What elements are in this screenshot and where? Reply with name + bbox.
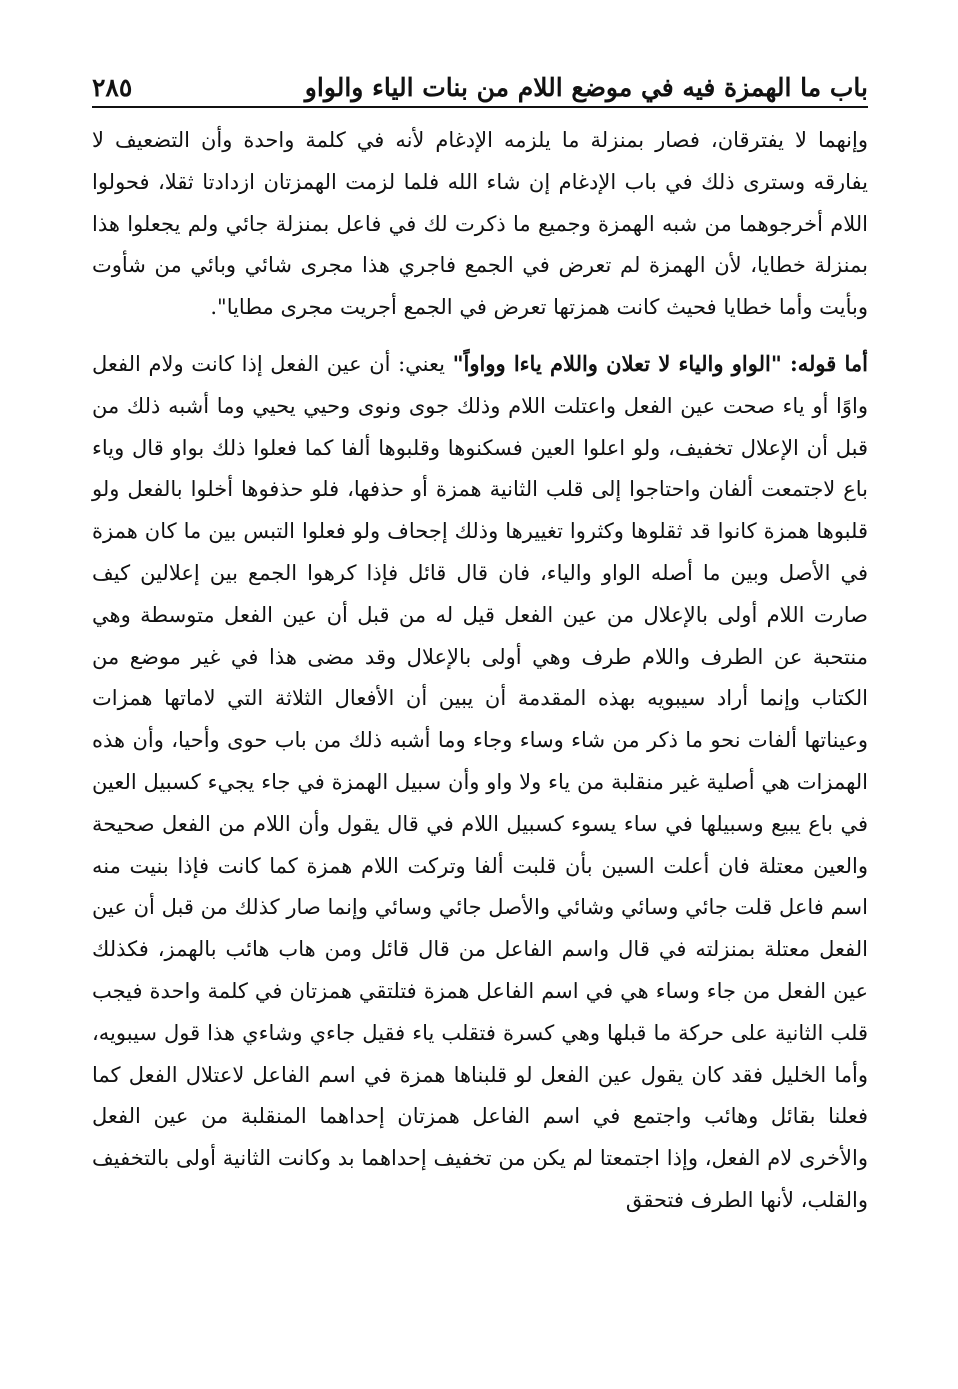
running-title: باب ما الهمزة فيه في موضع اللام من بنات الياء والواو: [304, 73, 868, 102]
page-header: [92, 58, 868, 102]
paragraph-2: [92, 343, 868, 1222]
page-number: ٢٨٥: [92, 73, 133, 102]
paragraph-1-text: وإنهما لا يفترقان، فصار بمنزلة ما يلزمه الإدغام لأنه في كلمة واحدة وأن التضعيف لا يفارقه وسترى ذلك في باب الإدغام إن شاء الله فلما لزمت الهمزتان ازدادتا ثقلا، فحولوا اللام أخرجوهما من شبه الهمزة وجميع ما ذكرت لك في فاعل بمنزلة جائي ولم يجعلوا هذا بمنزلة خطايا، لأن الهمزة لم تعرض في الجمع فاجري هذا مجرى شائي وبائي من شأوت وبأيت وأما خطايا فحيث كانت همزتها تعرض في الجمع أجريت مجرى مطايا".: [92, 128, 868, 320]
paragraph-2-text: يعني: أن عين الفعل إذا كانت ولام الفعل واوًا أو ياء صحت عين الفعل واعتلت اللام وذلك جوى ونوى وحيي يحيي وما أشبه ذلك من قبل أن الإعلال تخفيف، ولو اعلوا العين فسكنوها وقلبوها ألفا كما فعلوا ذلك بواو قال وياء باع لاجتمعت ألفان واحتاجوا إلى قلب الثانية همزة أو حذفها، فلو حذفوها أخلوا بالفعل ولو قلبوها همزة كانوا قد ثقلوها وكثروا تغييرها وذلك إجحاف ولو فعلوا التبس بين ما كان همزة في الأصل وبين ما أصله الواو والياء، فان قال قائل فإذا كرهوا الجمع بين إعلالين كيف صارت اللام أولى بالإعلال من عين الفعل قيل له من قبل أن عين الفعل متوسطة وهي منتحبة عن الطرف واللام طرف وهي أولى بالإعلال وقد مضى هذا في غير موضع من الكتاب وإنما أراد سيبويه بهذه المقدمة أن يبين أن الأفعال الثلاثة التي لاماتها همزات وعيناتها ألفات نحو ما ذكر من شاء وساء وجاء وما أشبه ذلك من باب حوى وأحيا، وأن هذه الهمزات هي أصلية غير منقلبة من ياء ولا واو وأن سبيل الهمزة في جاء يجيء كسبيل العين في باع يبيع وسبيلها في ساء يسوء كسبيل اللام في قال يقول وأن اللام من الفعل صحيحة والعين معتلة فان أعلت السين بأن قلبت ألفا وتركت اللام همزة كما كانت فإذا بنيت منه اسم فاعل قلت جائي وسائي وشائي والأصل جائي وسائي وإنما صار كذلك من قبل أن عين الفعل معتلة بمنزلته في قال واسم الفاعل من قال قائل ومن هاب هائب بالهمز، فكذلك عين الفعل من جاء وساء هي في اسم الفاعل همزة فتلتقي همزتان في كلمة واحدة فيجب قلب الثانية على حركة ما قبلها وهي كسرة فتقلب ياء فقيل جاءي وشاءي هذا قول سيبويه، وأما الخليل فقد كان يقول عين الفعل لو قلبناها همزة في اسم الفاعل لاعتلال الفعل كما فعلنا بقائل وهائب واجتمع في اسم الفاعل همزتان إحداهما المنقلبة من عين الفعل والأخرى لام الفعل، وإذا اجتمعتا لم يكن من تخفيف إحداهما بد وكانت الثانية أولى بالتخفيف والقلب، لأنها الطرف فتحقق: [92, 351, 868, 1212]
body-text: [92, 120, 868, 1222]
paragraph-2-lead-quote: أما قوله: "الواو والياء لا تعلان واللام ياءا وواواً": [452, 350, 869, 376]
header-rule: [92, 106, 868, 108]
paragraph-1: [92, 120, 868, 329]
